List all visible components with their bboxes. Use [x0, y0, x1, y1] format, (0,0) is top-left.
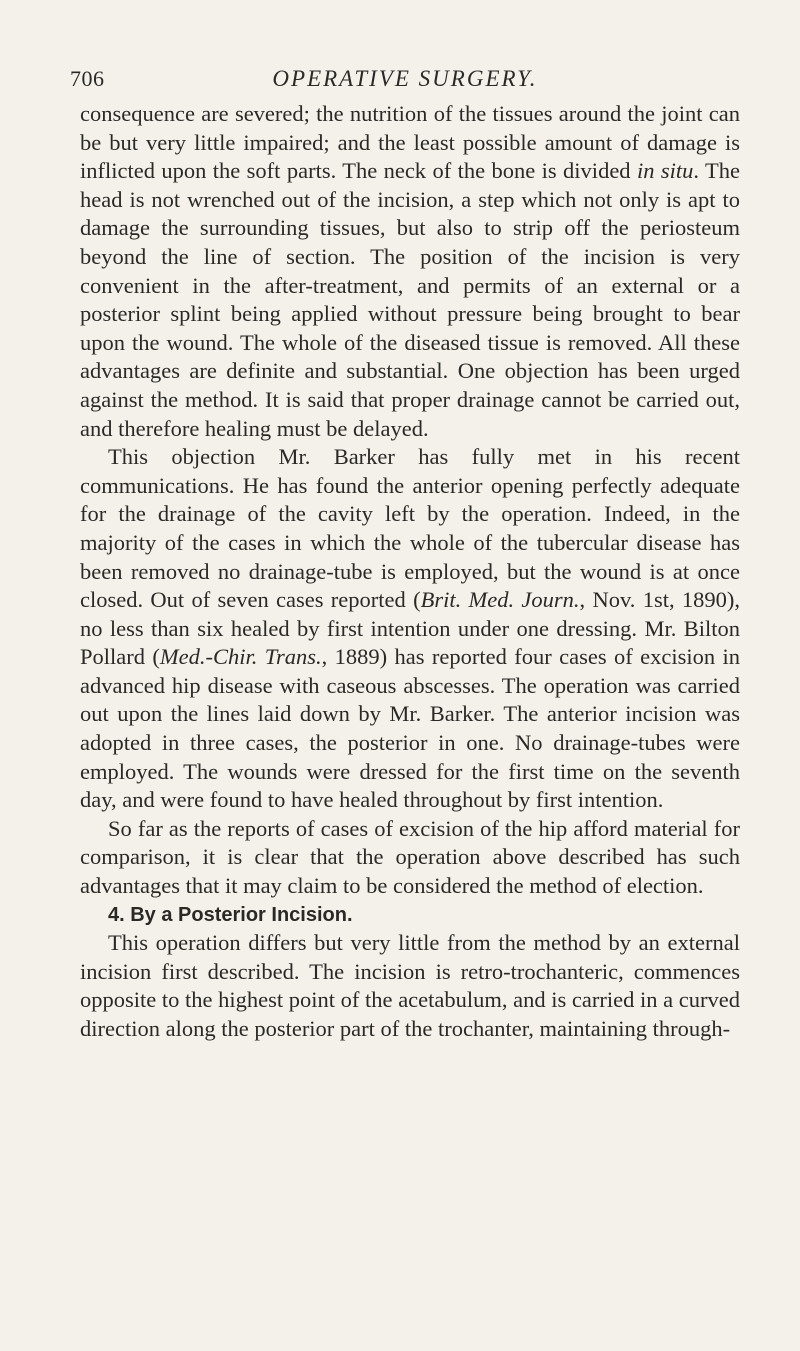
paragraph-2	[80, 443, 740, 815]
text-run: This operation differs but very little from the method by an external incision first described. The incision is retro-trochanteric, commences opposite to the highest point of the acetabulum, and is carried in a curved direction along the posterior part of the trochanter, maintaining through-	[80, 930, 740, 1041]
running-title: OPERATIVE SURGERY.	[272, 66, 538, 91]
italic-text: in situ	[636, 158, 694, 184]
text-run: consequence are severed; the nutrition of the tissues around the joint can be but very little impaired; and the least possible amount of damage is inflicted upon the soft parts. The neck of the bone is divided	[80, 101, 740, 184]
text-run: , 1889) has reported four cases of excision in advanced hip disease with caseous abscesses. The operation was carried out upon the lines laid down by Mr. Barker. The anterior incision was adopted in three cases, the posterior in one. No drainage-tubes were employed. The wounds were dressed for the first time on the seventh day, and were found to have healed throughout by first intention.	[80, 644, 740, 813]
text-run: . The head is not wrenched out of the incision, a step which not only is apt to damage the surrounding tissues, but also to strip off the periosteum beyond the line of section. The position of the incision is very convenient in the after-treatment, and permits of an external or a posterior splint being applied without pressure being brought to bear upon the wound. The whole of the diseased tissue is removed. All these advantages are definite and substantial. One objection has been urged against the method. It is said that proper drainage cannot be carried out, and therefore healing must be delayed.	[80, 158, 740, 441]
paragraph-1	[80, 100, 740, 443]
text-run: This objection Mr. Barker has fully met in his recent communications. He has found the anterior opening perfectly adequate for the drainage of the cavity left by the operation. Indeed, in the majority of the cases in which the whole of the tubercular disease has been removed no drainage-tube is employed, but the wound is at once closed. Out of seven cases reported (	[80, 444, 740, 613]
paragraph-3	[80, 815, 740, 901]
text-run: , Nov. 1st, 1890), no less than six healed by first intention under one dressing. Mr. Bilton Pollard (	[80, 587, 740, 670]
paragraph-4	[80, 929, 740, 1043]
page-header	[70, 66, 740, 100]
text-run: So far as the reports of cases of excision of the hip afford material for comparison, it is clear that the operation above described has such advantages that it may claim to be considered the method of election.	[80, 815, 740, 899]
body-text	[80, 100, 740, 1044]
page-number: 706	[70, 66, 105, 91]
italic-text: Brit. Med. Journ.	[420, 587, 580, 613]
italic-text: Med.-Chir. Trans.	[159, 644, 322, 670]
section-heading: 4. By a Posterior Incision.	[108, 903, 353, 926]
